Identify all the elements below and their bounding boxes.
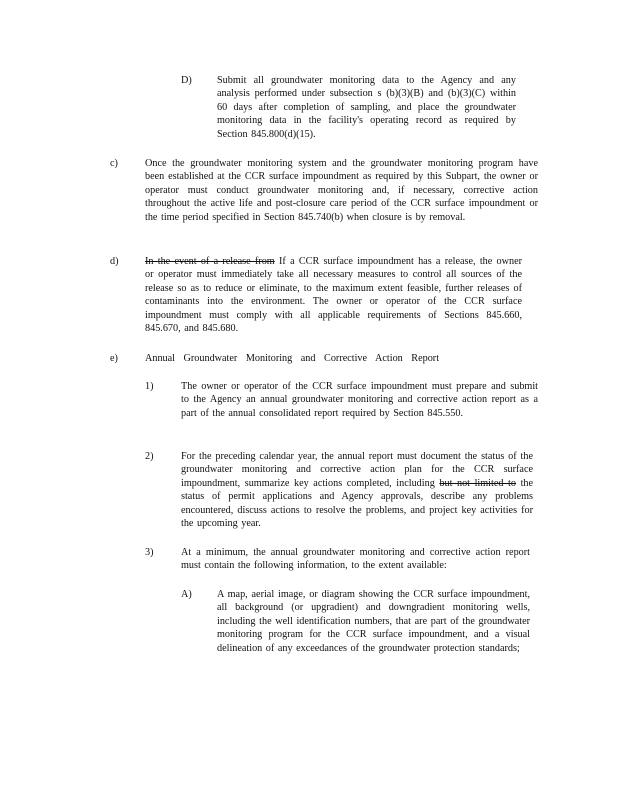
paragraph-marker: 2): [145, 451, 154, 462]
paragraph-marker: A): [181, 589, 192, 600]
paragraph-text: [145, 255, 522, 335]
struck-text: In the event of a release from: [145, 256, 275, 267]
paragraph-text: A map, aerial image, or diagram showing the CCR surface impoundment, all background (or upgradient) and downgradient monitoring wells, including the well identification numbers, that are part of the groundwater monitoring program for the CCR surface impoundment, and a visual delineation of any exceedances of the groundwater protection standards;: [217, 589, 530, 654]
paragraph-body: For the preceding calendar year, the annual report must document the status of the groundwater monitoring and corrective action plan for the CCR surface impoundment, summarize key actions completed, including: [181, 451, 533, 489]
paragraph-text: Submit all groundwater monitoring data to the Agency and any analysis performed under subsection s (b)(3)(B) and (b)(3)(C) within 60 days after completion of sampling, and place the groundwater monitoring data in the facility's operating record as required by Section 845.800(d)(15).: [217, 75, 516, 140]
paragraph-marker: e): [110, 353, 118, 364]
paragraph-marker: D): [181, 75, 192, 86]
paragraph-body-continued: the status of permit applications and Agency approvals, describe any problems encountered, discuss actions to resolve the problems, and project key activities for the upcoming year.: [181, 477, 534, 530]
paragraph-text: At a minimum, the annual groundwater monitoring and corrective action report must contain the following information, to the extent available:: [181, 547, 530, 572]
paragraph-text: [181, 450, 533, 530]
paragraph-marker: d): [110, 256, 119, 267]
struck-text: but not limited to: [439, 477, 516, 489]
paragraph-text: Once the groundwater monitoring system and the groundwater monitoring program have been established at the CCR surface impoundment as required by this Subpart, the owner or operator must conduct groundwater monitoring and, if necessary, corrective action throughout the active life and post-closure care period of the CCR surface impoundment or the time period specified in Section 845.740(b) when closure is by removal.: [145, 158, 538, 223]
paragraph-marker: 3): [145, 547, 154, 558]
paragraph-text: The owner or operator of the CCR surface impoundment must prepare and submit to the Agency an annual groundwater monitoring and corrective action report as a part of the annual consolidated report required by Section 845.550.: [181, 381, 538, 419]
paragraph-marker: c): [110, 158, 118, 169]
section-heading: Annual Groundwater Monitoring and Corrective Action Report: [145, 353, 440, 364]
paragraph-marker: 1): [145, 381, 154, 392]
paragraph-body: If a CCR surface impoundment has a release, the owner or operator must immediately take all necessary measures to control all sources of the release so as to reduce or eliminate, to the maximum extent feasible, further releases of contaminants into the environment. The owner or operator of the CCR surface impoundment must comply with all applicable requirements of Sections 845.660, 845.670, and 845.680.: [145, 256, 522, 335]
